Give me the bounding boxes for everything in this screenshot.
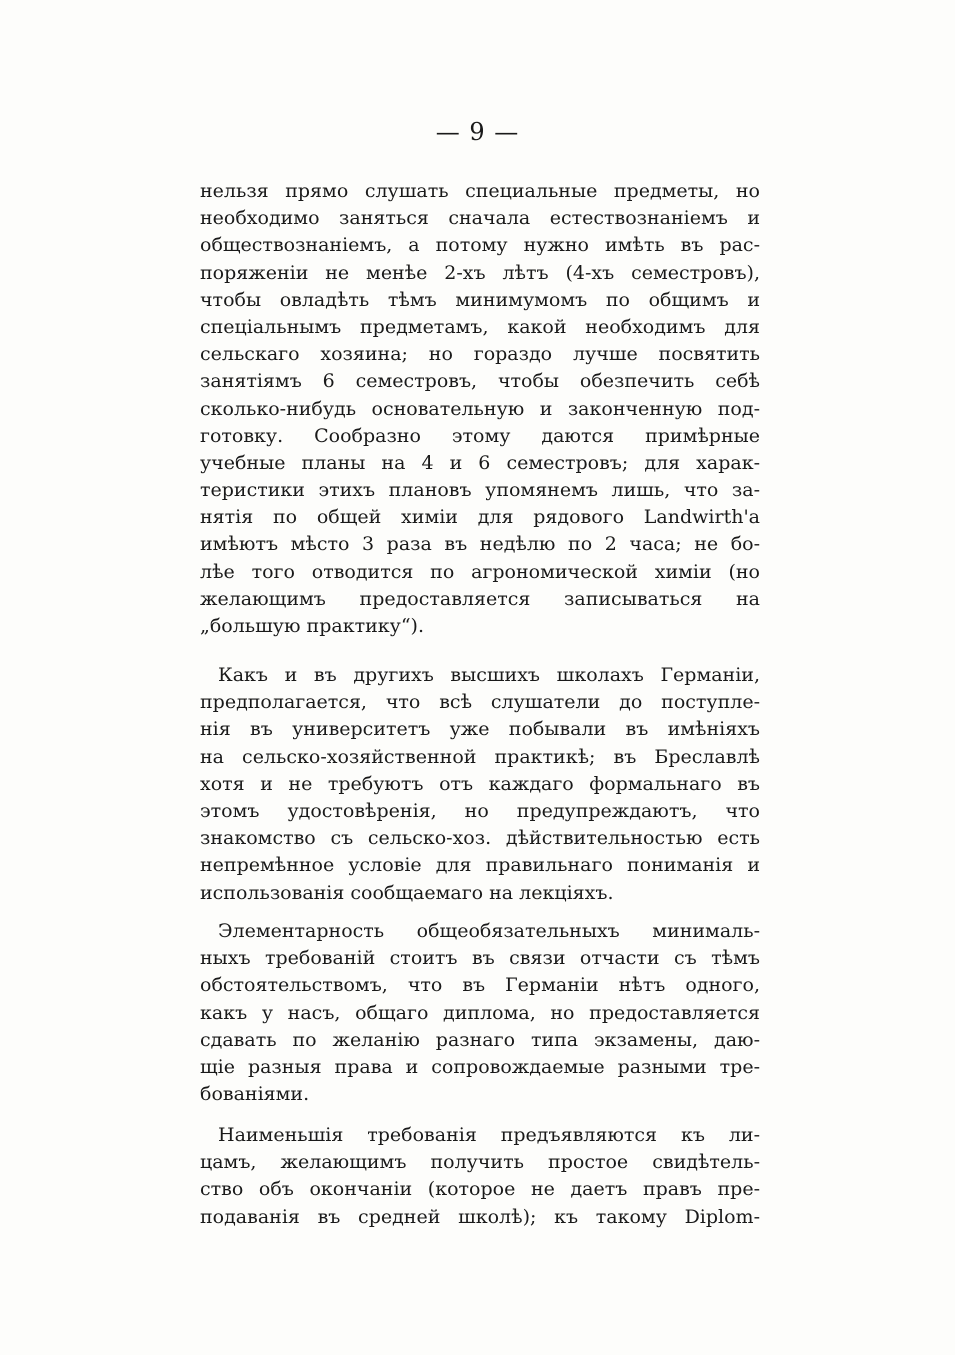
paragraph-2 (200, 662, 760, 907)
text-line: готовку. Сообразно этому даются примѣрные (200, 424, 760, 447)
text-line: учебные планы на 4 и 6 семестровъ; для харак- (200, 451, 760, 474)
text-line: использованiя сообщаемаго на лекцiяхъ. (200, 881, 614, 904)
text-line: подаванiя въ средней школѣ); къ такому Diplom- (200, 1205, 760, 1228)
text-line: хотя и не требуютъ отъ каждаго формальнаго въ (200, 772, 760, 795)
text-line: бованiями. (200, 1083, 310, 1106)
text-line: спецiальнымъ предметамъ, какой необходимъ для (200, 315, 760, 338)
text-line: „большую практику“). (200, 615, 424, 637)
text-line: ство объ окончанiи (которое не даетъ правъ пре- (200, 1178, 760, 1201)
text-line: какъ у насъ, общаго диплома, но предоставляется (200, 1001, 760, 1024)
text-line: теристики этихъ плановъ упомянемъ лишь, что за- (200, 479, 760, 502)
text-line: цамъ, желающимъ получить простое свидѣтель- (200, 1151, 760, 1174)
text-line: желающимъ предоставляется записываться на (200, 587, 760, 610)
text-line: Какъ и въ другихъ высшихъ школахъ Германiи, (218, 664, 760, 686)
text-line: сельскаго хозяина; но гораздо лучше посвятить (200, 343, 760, 366)
text-line: на сельско-хозяйственной практикѣ; въ Бреславлѣ (200, 745, 760, 768)
page-number: — 9 — (435, 118, 520, 146)
text-line: ныхъ требованiй стоитъ въ связи отчасти съ тѣмъ (200, 947, 760, 970)
text-line: этомъ удостовѣренiя, но предупреждаютъ, что (200, 799, 760, 822)
text-line: чтобы овладѣть тѣмъ минимумомъ по общимъ и (200, 288, 760, 311)
text-line: поряженiи не менѣе 2-хъ лѣтъ (4-хъ семестровъ), (200, 261, 760, 284)
text-line: Наименьшiя требованiя предъявляются къ ли- (218, 1124, 760, 1146)
paragraph-4 (200, 1122, 760, 1231)
text-line: нятiя по общей химiи для рядового Landwirth'a (200, 506, 760, 529)
text-line: занятiямъ 6 семестровъ, чтобы обезпечить себѣ (200, 370, 760, 393)
text-line: непремѣнное условiе для правильнаго пониманiя и (200, 854, 760, 877)
text-line: необходимо заняться сначала естествознанiемъ и (200, 207, 760, 230)
text-line: обществознанiемъ, а потому нужно имѣть въ рас- (200, 234, 760, 257)
paragraph-1 (200, 178, 760, 640)
text-line: знакомство съ сельско-хоз. дѣйствительностью есть (200, 827, 760, 850)
text-line: сдавать по желанiю разнаго типа экзамены, даю- (200, 1028, 760, 1051)
text-line: имѣютъ мѣсто 3 раза въ недѣлю по 2 часа; не бо- (200, 533, 760, 556)
text-line: предполагается, что всѣ слушатели до поступле- (200, 691, 760, 714)
text-line: сколько-нибудь основательную и законченную под- (200, 397, 760, 420)
paragraph-3 (200, 918, 760, 1108)
text-line: нiя въ университетъ уже побывали въ имѣнiяхъ (200, 718, 760, 741)
text-line: лѣе того отводится по агрономической химiи (но (200, 560, 760, 583)
text-line: Элементарность общеобязательныхъ минималь- (218, 920, 760, 942)
text-line: нельзя прямо слушать специальные предметы, но (200, 180, 760, 202)
text-line: обстоятельствомъ, что въ Германiи нѣтъ одного, (200, 974, 760, 997)
text-line: щiе разныя права и сопровождаемые разными тре- (200, 1055, 760, 1078)
